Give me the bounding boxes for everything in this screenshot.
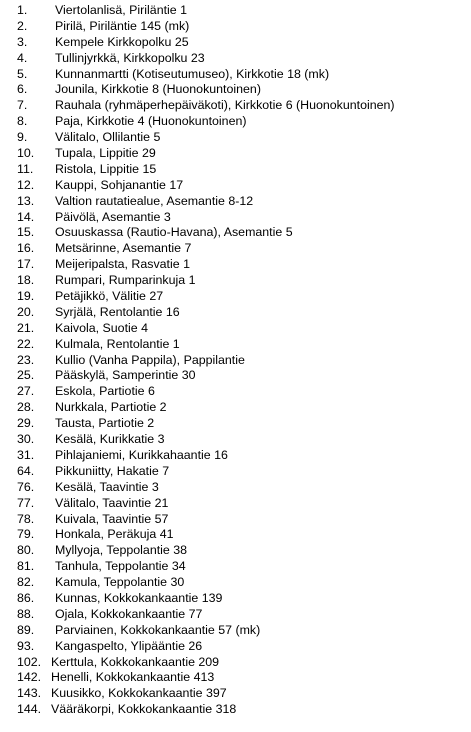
list-item-number: 14. (17, 209, 35, 224)
list-item-text: Tullinjyrkkä, Kirkkopolku 23 (55, 50, 205, 65)
list-item-text: Kangaspelto, Ylipääntie 26 (55, 638, 203, 653)
list-item (0, 655, 471, 671)
list-item (0, 162, 471, 178)
list-item-text: Valtion rautatiealue, Asemantie 8-12 (55, 193, 254, 208)
list-item-number: 31. (17, 447, 35, 462)
list-item (0, 194, 471, 210)
list-item-text: Petäjikkö, Välitie 27 (55, 289, 164, 304)
list-item-number: 30. (17, 432, 35, 447)
list-item-text: Pikkuniitty, Hakatie 7 (55, 463, 170, 478)
list-item (0, 257, 471, 273)
list-item-number: 7. (17, 98, 28, 113)
list-item-number: 15. (17, 225, 35, 240)
list-item-text: Viertolanlisä, Piriläntie 1 (55, 3, 188, 17)
list-item-text: Parviainen, Kokkokankaantie 57 (mk) (55, 622, 261, 637)
list-item-text: Ristola, Lippitie 15 (55, 161, 157, 176)
list-item-text: Pirilä, Piriläntie 145 (mk) (55, 18, 190, 33)
list-item (0, 3, 471, 19)
list-item-text: Paja, Kirkkotie 4 (Huonokuntoinen) (55, 114, 247, 129)
list-item-text: Päivölä, Asemantie 3 (55, 209, 171, 224)
list-item-text: Vääräkorpi, Kokkokankaantie 318 (51, 702, 237, 717)
list-item-number: 143. (17, 686, 42, 701)
list-item (0, 686, 471, 702)
list-item-text: Kuivala, Taavintie 57 (55, 511, 169, 526)
list-item-number: 88. (17, 606, 35, 621)
list-item-text: Kempele Kirkkopolku 25 (55, 34, 189, 49)
list-item (0, 702, 471, 718)
property-list (0, 3, 471, 718)
list-item (0, 337, 471, 353)
list-item-number: 13. (17, 193, 35, 208)
list-item-text: Pääskylä, Samperintie 30 (55, 368, 196, 383)
list-item-number: 16. (17, 241, 35, 256)
list-item-text: Kulmala, Rentolantie 1 (55, 336, 180, 351)
list-item-number: 144. (17, 702, 42, 717)
list-item (0, 67, 471, 83)
list-item-text: Honkala, Peräkuja 41 (55, 527, 174, 542)
list-item-number: 2. (17, 18, 28, 33)
list-item-number: 25. (17, 368, 35, 383)
list-item-text: Kauppi, Sohjanantie 17 (55, 177, 184, 192)
list-item-number: 76. (17, 479, 35, 494)
list-item-number: 64. (17, 463, 35, 478)
list-item-number: 9. (17, 130, 28, 145)
list-item (0, 225, 471, 241)
list-item (0, 368, 471, 384)
list-item (0, 575, 471, 591)
list-item (0, 51, 471, 67)
list-item (0, 623, 471, 639)
list-item-number: 10. (17, 146, 35, 161)
list-item (0, 464, 471, 480)
list-item (0, 432, 471, 448)
list-item-text: Pihlajaniemi, Kurikkahaantie 16 (55, 447, 228, 462)
list-item (0, 543, 471, 559)
list-item-text: Kunnas, Kokkokankaantie 139 (55, 590, 223, 605)
list-item-number: 28. (17, 400, 35, 415)
list-item-number: 27. (17, 384, 35, 399)
list-item-text: Nurkkala, Partiotie 2 (55, 400, 167, 415)
list-item (0, 448, 471, 464)
list-item (0, 400, 471, 416)
list-item-number: 86. (17, 590, 35, 605)
list-item-text: Osuuskassa (Rautio-Havana), Asemantie 5 (55, 225, 293, 240)
list-item-number: 77. (17, 495, 35, 510)
list-item-text: Kullio (Vanha Pappila), Pappilantie (55, 352, 245, 367)
list-item (0, 82, 471, 98)
list-item-text: Tausta, Partiotie 2 (55, 416, 155, 431)
list-item-number: 19. (17, 289, 35, 304)
list-item (0, 114, 471, 130)
list-item (0, 591, 471, 607)
list-item (0, 639, 471, 655)
list-item-text: Rumpari, Rumparinkuja 1 (55, 273, 196, 288)
list-item-text: Tupala, Lippitie 29 (55, 146, 156, 161)
list-item-text: Henelli, Kokkokankaantie 413 (51, 670, 215, 685)
list-item (0, 19, 471, 35)
list-item (0, 305, 471, 321)
list-item (0, 273, 471, 289)
list-item-number: 12. (17, 177, 35, 192)
list-item (0, 480, 471, 496)
list-item-number: 102. (17, 654, 42, 669)
list-item-text: Kesälä, Taavintie 3 (55, 479, 159, 494)
list-item-text: Ojala, Kokkokankaantie 77 (55, 606, 203, 621)
list-item (0, 35, 471, 51)
list-item (0, 384, 471, 400)
list-item-text: Kerttula, Kokkokankaantie 209 (51, 654, 220, 669)
list-item-text: Rauhala (ryhmäperhepäiväkoti), Kirkkotie 6 (Huonokuntoinen) (55, 98, 395, 113)
list-item-number: 1. (17, 3, 28, 17)
list-item-number: 22. (17, 336, 35, 351)
list-item-text: Eskola, Partiotie 6 (55, 384, 155, 399)
list-item-text: Kesälä, Kurikkatie 3 (55, 432, 165, 447)
list-item-number: 79. (17, 527, 35, 542)
list-item (0, 670, 471, 686)
list-item (0, 353, 471, 369)
list-item-text: Syrjälä, Rentolantie 16 (55, 304, 180, 319)
list-item-number: 17. (17, 257, 35, 272)
list-item-number: 93. (17, 638, 35, 653)
list-item-text: Kuusikko, Kokkokankaantie 397 (51, 686, 227, 701)
list-item (0, 559, 471, 575)
list-item (0, 210, 471, 226)
list-item (0, 607, 471, 623)
list-item-number: 21. (17, 320, 35, 335)
list-item (0, 496, 471, 512)
list-item-number: 142. (17, 670, 42, 685)
list-item-number: 3. (17, 34, 28, 49)
list-item-number: 11. (17, 161, 34, 176)
list-item-number: 82. (17, 575, 35, 590)
list-item-text: Tanhula, Teppolantie 34 (55, 559, 186, 574)
list-item-number: 8. (17, 114, 28, 129)
list-item-number: 4. (17, 50, 28, 65)
list-item-text: Kamula, Teppolantie 30 (55, 575, 185, 590)
list-item-number: 23. (17, 352, 35, 367)
list-item-number: 80. (17, 543, 35, 558)
list-item (0, 289, 471, 305)
list-item (0, 178, 471, 194)
list-item-number: 5. (17, 66, 28, 81)
list-item-text: Välitalo, Taavintie 21 (55, 495, 169, 510)
list-item-text: Meijeripalsta, Rasvatie 1 (55, 257, 190, 272)
list-item-text: Kunnanmartti (Kotiseutumuseo), Kirkkotie 18 (mk) (55, 66, 330, 81)
list-item-text: Kaivola, Suotie 4 (55, 320, 148, 335)
list-item-number: 20. (17, 304, 35, 319)
list-item-text: Jounila, Kirkkotie 8 (Huonokuntoinen) (55, 82, 261, 97)
list-item (0, 241, 471, 257)
list-item-number: 29. (17, 416, 35, 431)
list-item-number: 78. (17, 511, 35, 526)
list-item-number: 89. (17, 622, 35, 637)
list-item (0, 130, 471, 146)
list-item-text: Myllyoja, Teppolantie 38 (55, 543, 188, 558)
list-item (0, 416, 471, 432)
list-item-text: Välitalo, Ollilantie 5 (55, 130, 161, 145)
list-item (0, 146, 471, 162)
list-item-number: 6. (17, 82, 28, 97)
list-item-number: 18. (17, 273, 35, 288)
list-item (0, 527, 471, 543)
list-item-number: 81. (17, 559, 35, 574)
list-item (0, 512, 471, 528)
list-item-text: Metsärinne, Asemantie 7 (55, 241, 192, 256)
list-item (0, 98, 471, 114)
list-item (0, 321, 471, 337)
